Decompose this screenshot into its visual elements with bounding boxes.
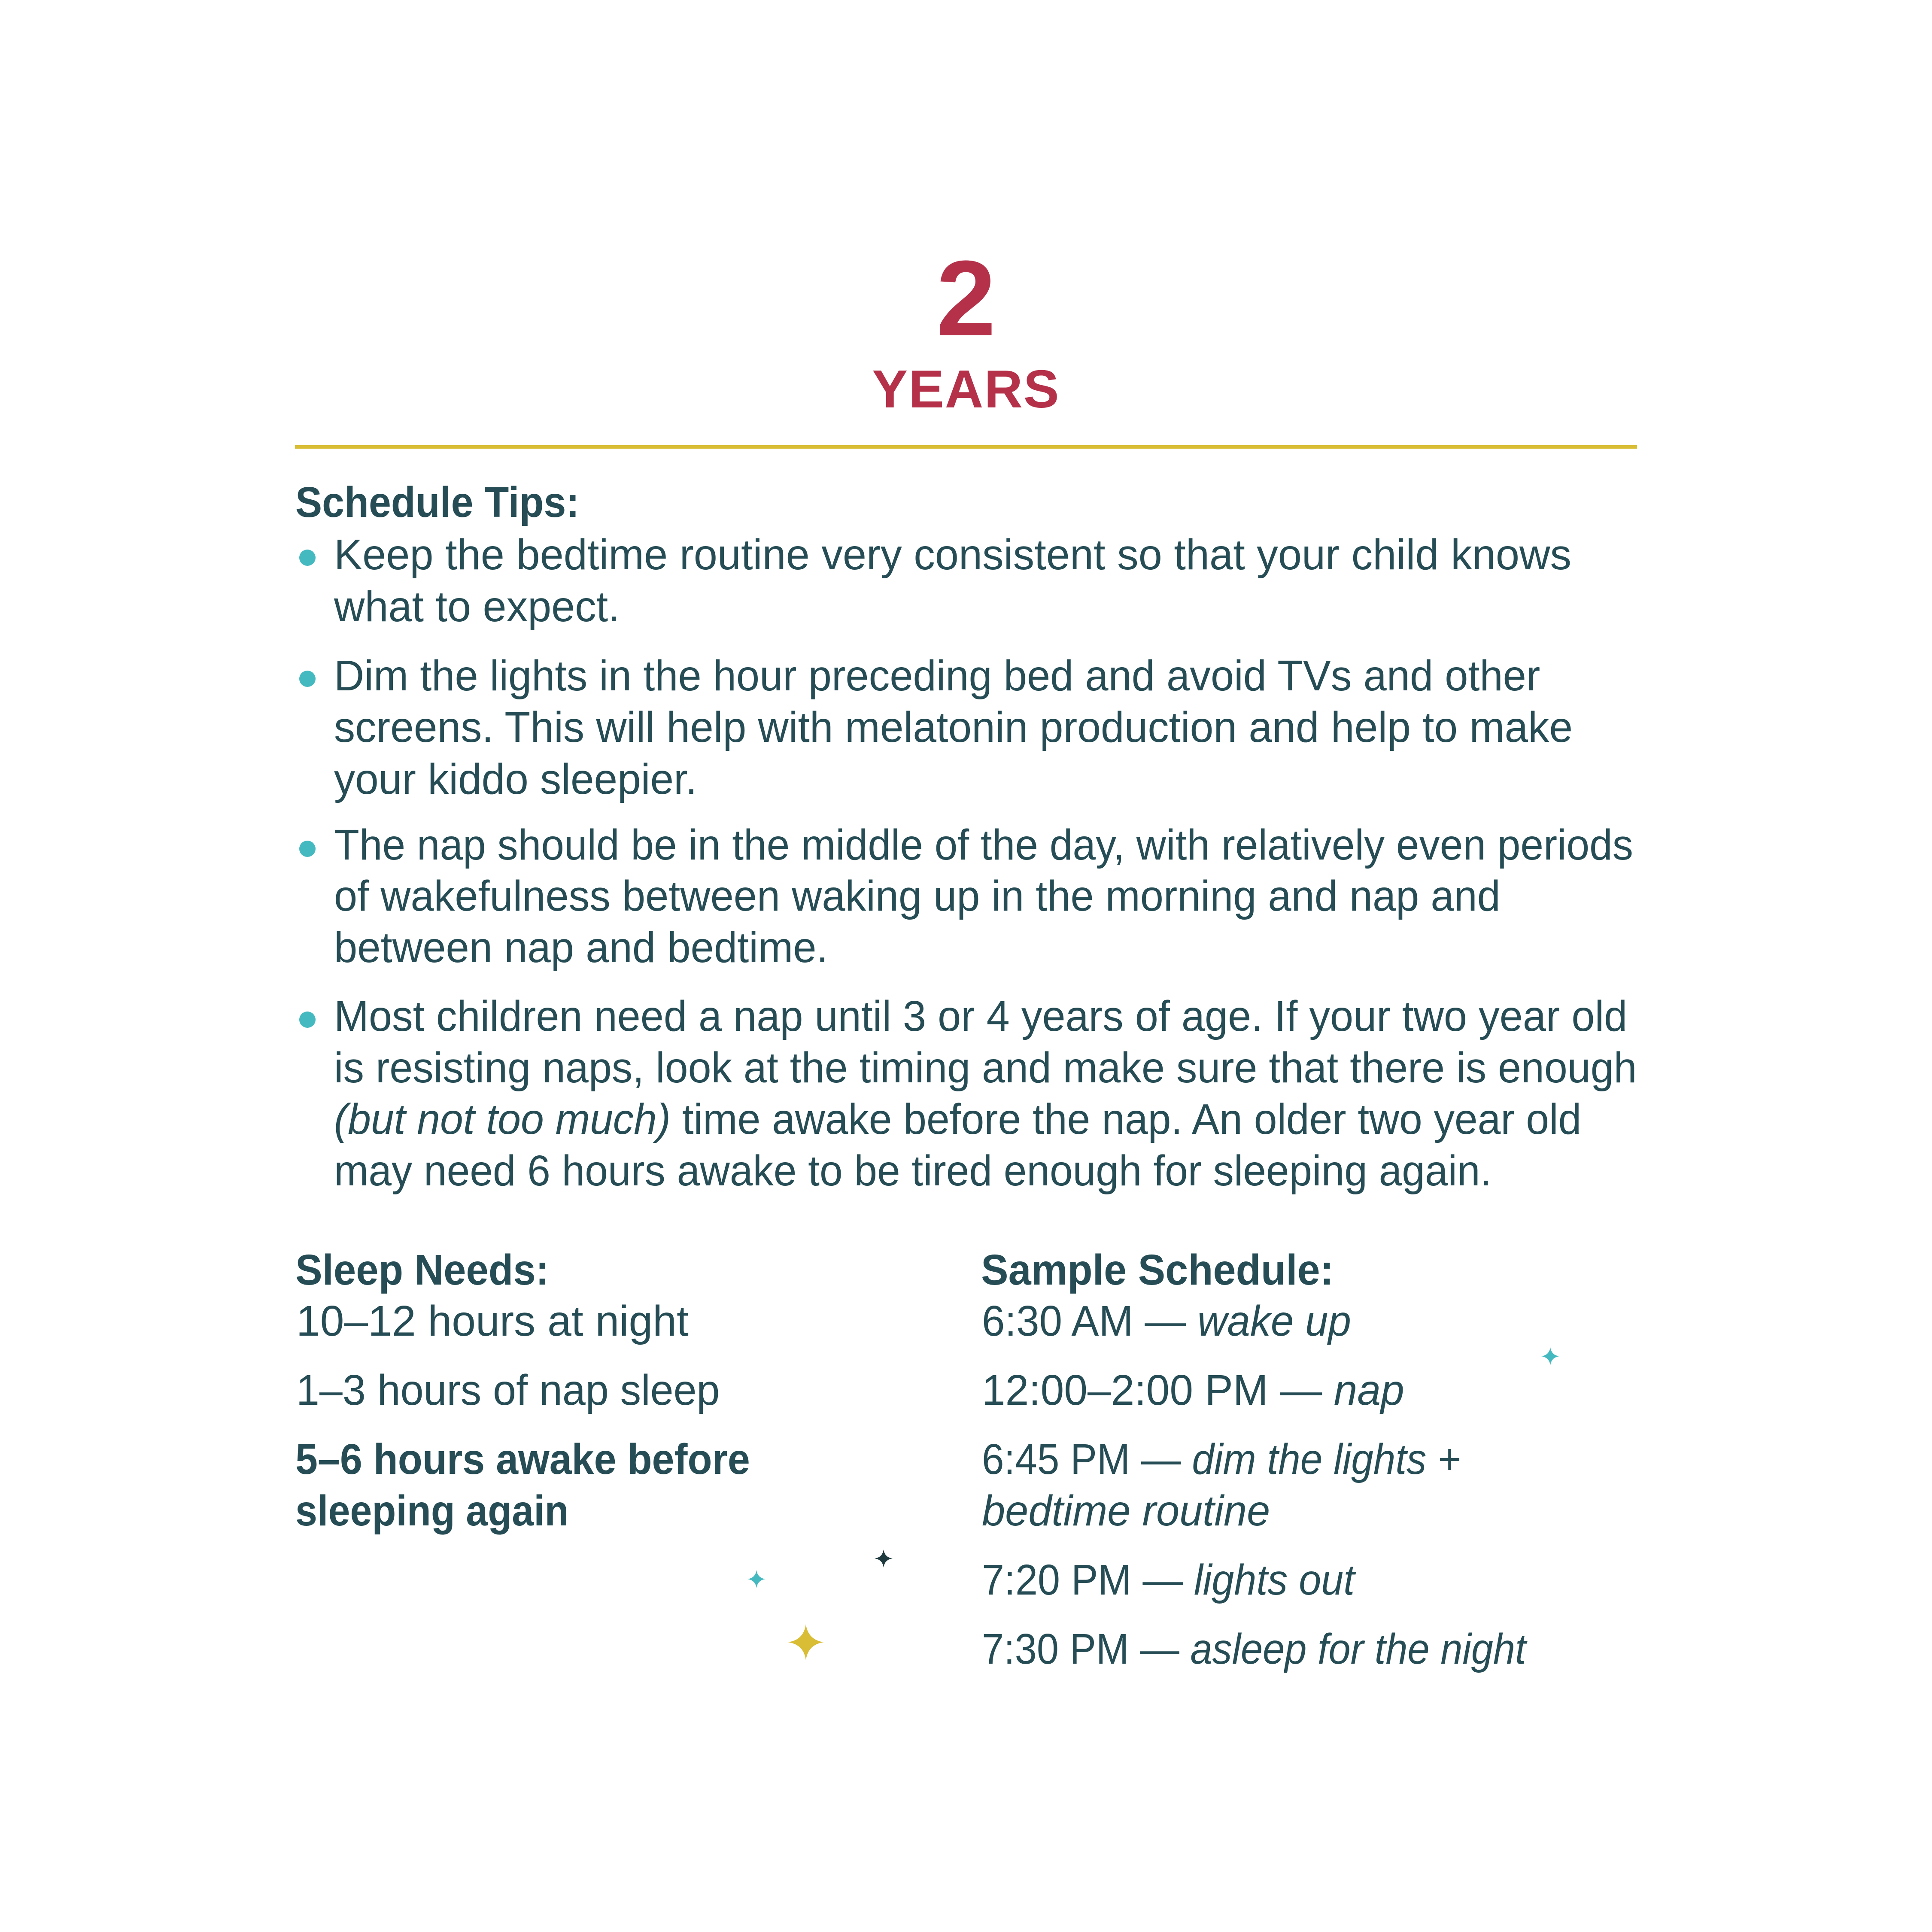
- schedule-activity: nap: [1334, 1366, 1404, 1414]
- schedule-time: 12:00–2:00 PM —: [982, 1366, 1334, 1414]
- schedule-entry-nap: [982, 1366, 1404, 1414]
- schedule-activity: lights out: [1194, 1556, 1355, 1604]
- age-number: 2: [936, 238, 996, 358]
- sample-schedule-heading: Sample Schedule:: [981, 1246, 1334, 1294]
- sparkle-gold-icon: [788, 1624, 824, 1660]
- sparkle-dark-icon: [875, 1549, 893, 1567]
- schedule-tips-heading: Schedule Tips:: [295, 478, 580, 526]
- sleep-needs-awake-line-2: sleeping again: [295, 1487, 569, 1535]
- schedule-entry-dim: [982, 1435, 1461, 1483]
- tip-2-line-1: Dim the lights in the hour preceding bed and avoid TVs and other: [334, 652, 1540, 700]
- sparkle-teal-bottom-icon: [747, 1570, 766, 1588]
- sleep-needs-awake-line-1: 5–6 hours awake before: [295, 1435, 750, 1483]
- sleep-needs-nap: 1–3 hours of nap sleep: [296, 1366, 720, 1414]
- tip-4-italic-aside: (but not too much): [334, 1095, 671, 1143]
- schedule-entry-dim-line-2: bedtime routine: [982, 1487, 1270, 1535]
- divider-line: [295, 445, 1637, 449]
- bullet-dot-icon: [299, 550, 316, 566]
- tip-3-line-1: The nap should be in the middle of the day, with relatively even periods: [334, 821, 1633, 869]
- schedule-entry-lights-out: [982, 1556, 1355, 1604]
- schedule-entry-wake: [982, 1297, 1351, 1345]
- schedule-entry-asleep: [982, 1625, 1526, 1673]
- tip-2-line-3: your kiddo sleepier.: [334, 755, 697, 803]
- tip-1-line-2: what to expect.: [334, 583, 620, 631]
- bullet-dot-icon: [299, 1012, 316, 1028]
- schedule-time: 6:45 PM —: [982, 1435, 1192, 1483]
- bullet-dot-icon: [299, 841, 316, 857]
- schedule-activity: wake up: [1197, 1297, 1351, 1345]
- sleep-needs-night: 10–12 hours at night: [296, 1297, 689, 1345]
- schedule-activity: asleep for the night: [1190, 1625, 1526, 1673]
- tip-4-line-3-rest: time awake before the nap. An older two year old: [671, 1095, 1582, 1143]
- tip-3-line-3: between nap and bedtime.: [334, 923, 828, 972]
- sparkle-teal-top-right-icon: [1541, 1347, 1559, 1365]
- tip-3-line-2: of wakefulness between waking up in the morning and nap and: [334, 872, 1501, 920]
- bullet-dot-icon: [299, 671, 316, 687]
- tip-4-line-2: is resisting naps, look at the timing and make sure that there is enough: [334, 1044, 1637, 1092]
- tip-4-line-4: may need 6 hours awake to be tired enough for sleeping again.: [334, 1147, 1492, 1195]
- age-unit: YEARS: [872, 360, 1060, 419]
- tip-4-line-3: [334, 1095, 1582, 1143]
- schedule-time: 7:30 PM —: [982, 1625, 1191, 1673]
- schedule-activity: dim the lights +: [1192, 1435, 1461, 1483]
- sleep-needs-heading: Sleep Needs:: [295, 1246, 550, 1294]
- schedule-time: 7:20 PM —: [982, 1556, 1194, 1604]
- tip-1-line-1: Keep the bedtime routine very consistent so that your child knows: [334, 531, 1572, 579]
- schedule-time: 6:30 AM —: [982, 1297, 1198, 1345]
- tip-4-line-1: Most children need a nap until 3 or 4 years of age. If your two year old: [334, 992, 1628, 1040]
- tip-2-line-2: screens. This will help with melatonin production and help to make: [334, 703, 1573, 751]
